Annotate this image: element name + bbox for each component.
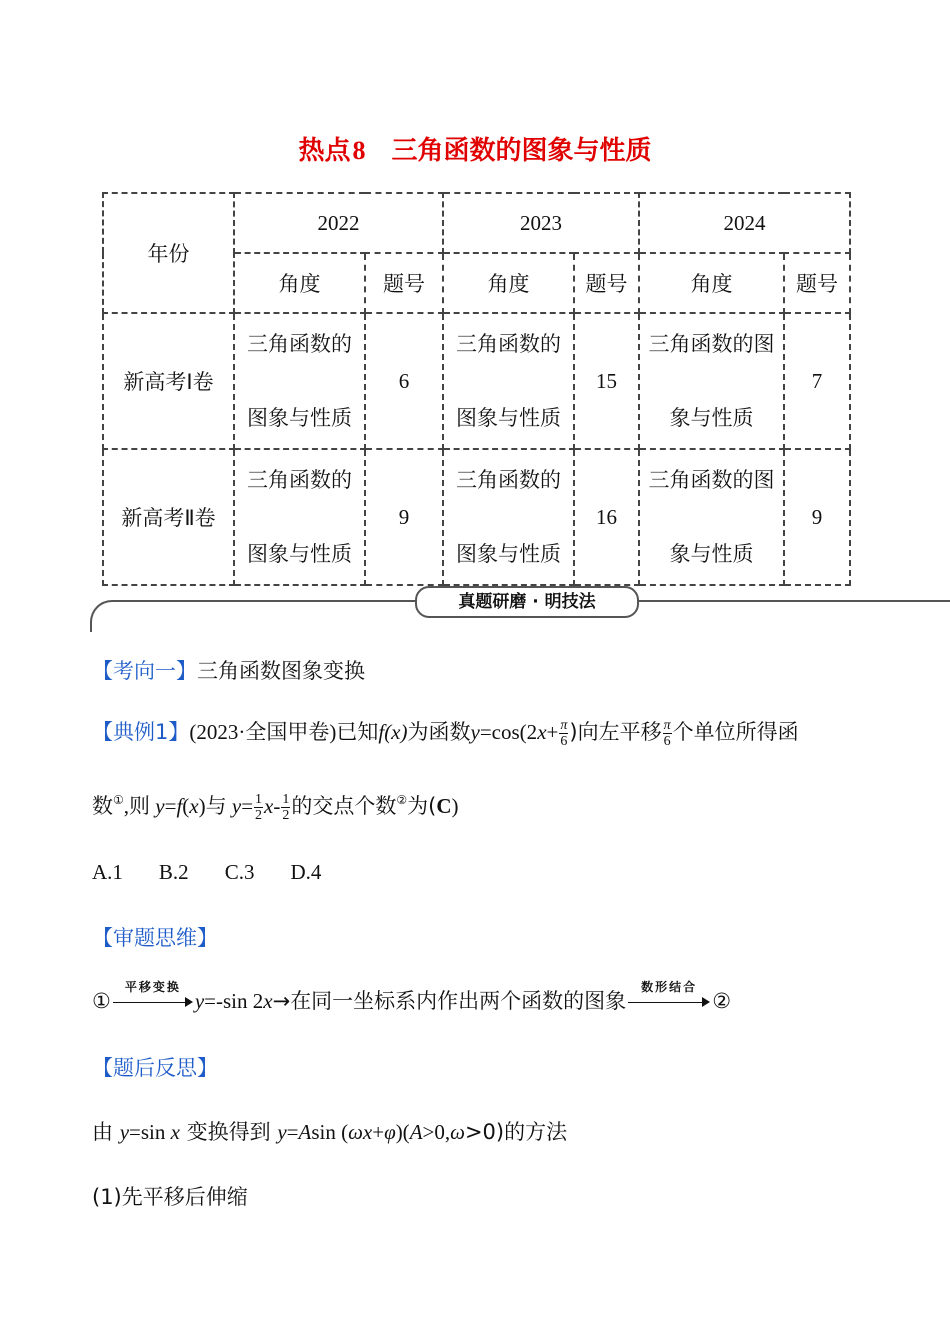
title-prefix: 热点 bbox=[298, 136, 351, 166]
section-banner: 真题研磨 · 明技法 bbox=[415, 586, 639, 618]
review-heading: 【审题思维】 bbox=[92, 926, 218, 950]
option: B.2 bbox=[158, 860, 189, 884]
option: C.3 bbox=[224, 860, 255, 884]
method-line: 由 y=sin x 变换得到 y=Asin (ωx+φ)(A>0,ω>0)的方法 bbox=[92, 1120, 568, 1144]
year-header: 2024 bbox=[639, 193, 850, 253]
question-number: 9 bbox=[784, 449, 850, 585]
topic-heading bbox=[92, 655, 365, 685]
fraction: $\frac{\pi}{6}$ bbox=[560, 717, 568, 749]
angle-cell: 三角函数的 图象与性质 bbox=[234, 313, 365, 449]
fraction: $\frac{1}{2}$ bbox=[282, 791, 290, 823]
year-header: 2022 bbox=[234, 193, 443, 253]
arrow-icon: 平移变换 bbox=[113, 992, 193, 1012]
qnum-header: 题号 bbox=[784, 253, 850, 313]
question-number: 9 bbox=[365, 449, 443, 585]
angle-header: 角度 bbox=[234, 253, 365, 313]
row-label: 新高考Ⅰ卷 bbox=[103, 313, 234, 449]
angle-header: 角度 bbox=[639, 253, 784, 313]
year-header: 2023 bbox=[443, 193, 639, 253]
angle-cell: 三角函数的图 象与性质 bbox=[639, 449, 784, 585]
question-number: 6 bbox=[365, 313, 443, 449]
question-number: 16 bbox=[574, 449, 639, 585]
topic-text: 三角函数图象变换 bbox=[197, 659, 365, 683]
answer: C bbox=[436, 794, 452, 818]
arrow-icon: 数形结合 bbox=[628, 992, 710, 1012]
title-number: 8 bbox=[352, 136, 366, 165]
option: A.1 bbox=[92, 860, 123, 884]
angle-cell: 三角函数的图 象与性质 bbox=[639, 313, 784, 449]
reflection-heading: 【题后反思】 bbox=[92, 1056, 218, 1080]
fraction: $\frac{1}{2}$ bbox=[255, 791, 263, 823]
angle-cell: 三角函数的 图象与性质 bbox=[443, 449, 574, 585]
example-tag: 【典例1】 bbox=[92, 720, 190, 744]
method-step-1: (1)先平移后伸缩 bbox=[92, 1185, 248, 1209]
example-line-1: 【典例1】(2023·全国甲卷)已知f(x)为函数y=cos(2x+ $\frac{\pi}{6}$ )向左平移 $\frac{\pi}{6}$ 个单位所得函 bbox=[92, 717, 799, 749]
row-label: 新高考Ⅱ卷 bbox=[103, 449, 234, 585]
angle-cell: 三角函数的 图象与性质 bbox=[443, 313, 574, 449]
question-number: 15 bbox=[574, 313, 639, 449]
page-title bbox=[0, 130, 950, 167]
option: D.4 bbox=[290, 860, 322, 884]
table-corner: 年份 bbox=[103, 193, 234, 313]
fraction: $\frac{\pi}{6}$ bbox=[663, 717, 671, 749]
topic-tag: 【考向一】 bbox=[92, 659, 197, 683]
answer-options bbox=[92, 860, 357, 885]
question-number: 7 bbox=[784, 313, 850, 449]
exam-stats-table bbox=[102, 192, 851, 586]
table-row bbox=[103, 449, 850, 585]
title-text: 三角函数的图象与性质 bbox=[391, 136, 652, 166]
table-row bbox=[103, 313, 850, 449]
qnum-header: 题号 bbox=[574, 253, 639, 313]
angle-header: 角度 bbox=[443, 253, 574, 313]
angle-cell: 三角函数的 图象与性质 bbox=[234, 449, 365, 585]
qnum-header: 题号 bbox=[365, 253, 443, 313]
review-flow: ① 平移变换 y=-sin 2x→在同一坐标系内作出两个函数的图象 数形结合 ② bbox=[92, 980, 732, 1013]
example-source: (2023·全国甲卷) bbox=[189, 720, 337, 744]
example-line-2: 数①,则 y=f(x)与 y= $\frac{1}{2}$ x- $\frac{1}{2}$ 的交点个数②为(C) bbox=[92, 791, 459, 823]
